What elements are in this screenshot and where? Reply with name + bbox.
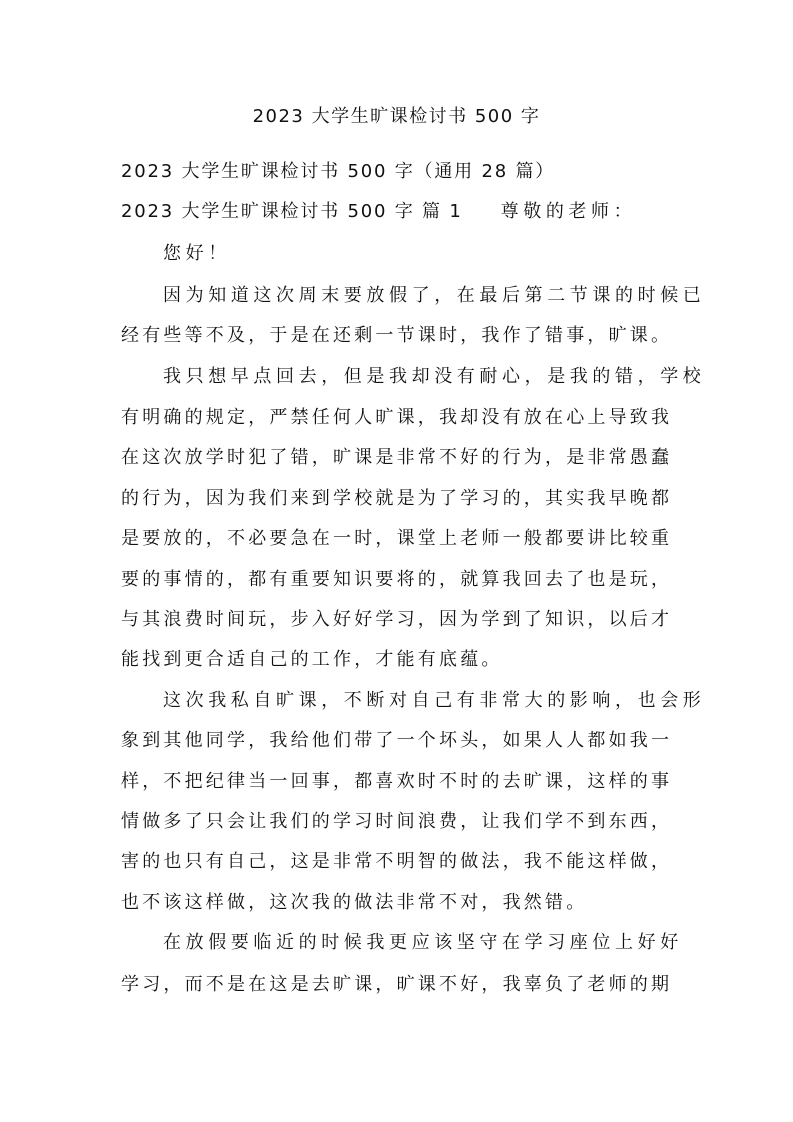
paragraph-line: 我只想早点回去，但是我却没有耐心，是我的错，学校 [163, 366, 706, 387]
document-subtitle: 2023 大学生旷课检讨书 500 字（通用 28 篇） [121, 161, 556, 182]
paragraph-line: 这次我私自旷课，不断对自己有非常大的影响，也会形 [163, 690, 706, 711]
paragraph-line: 与其浪费时间玩，步入好好学习，因为学到了知识，以后才 [121, 609, 673, 630]
paragraph-line: 能找到更合适自己的工作，才能有底蕴。 [121, 649, 503, 670]
paragraph-line: 学习，而不是在这是去旷课，旷课不好，我辜负了老师的期 [121, 974, 673, 995]
paragraph-line: 样，不把纪律当一回事，都喜欢时不时的去旷课，这样的事 [121, 771, 673, 792]
paragraph-line: 象到其他同学，我给他们带了一个坏头，如果人人都如我一 [121, 730, 673, 751]
paragraph-line: 也不该这样做，这次我的做法非常不对，我然错。 [121, 892, 588, 913]
section-heading-row [121, 199, 681, 225]
paragraph-line: 的行为，因为我们来到学校就是为了学习的，其实我早晚都 [121, 488, 673, 509]
paragraph-line: 害的也只有自己，这是非常不明智的做法，我不能这样做， [121, 851, 673, 872]
paragraph-line: 有明确的规定，严禁任何人旷课，我却没有放在心上导致我 [121, 407, 673, 428]
section-heading: 2023 大学生旷课检讨书 500 字 篇 1 [121, 201, 463, 222]
paragraph-line: 要的事情的，都有重要知识要将的，就算我回去了也是玩， [121, 569, 673, 590]
document-title: 2023 大学生旷课检讨书 500 字 [252, 106, 541, 127]
paragraph-line: 经有些等不及，于是在还剩一节课时，我作了错事，旷课。 [121, 325, 673, 346]
paragraph-line: 情做多了只会让我们的学习时间浪费，让我们学不到东西， [121, 811, 673, 832]
paragraph-line: 因为知道这次周末要放假了，在最后第二节课的时候已 [163, 285, 706, 306]
greeting: 您好！ [163, 243, 231, 264]
paragraph-line: 在放假要临近的时候我更应该坚守在学习座位上好好 [163, 932, 683, 953]
salutation: 尊敬的老师： [500, 201, 637, 222]
paragraph-line: 是要放的，不必要急在一时，课堂上老师一般都要讲比较重 [121, 528, 673, 549]
paragraph-line: 在这次放学时犯了错，旷课是非常不好的行为，是非常愚蠢 [121, 447, 673, 468]
